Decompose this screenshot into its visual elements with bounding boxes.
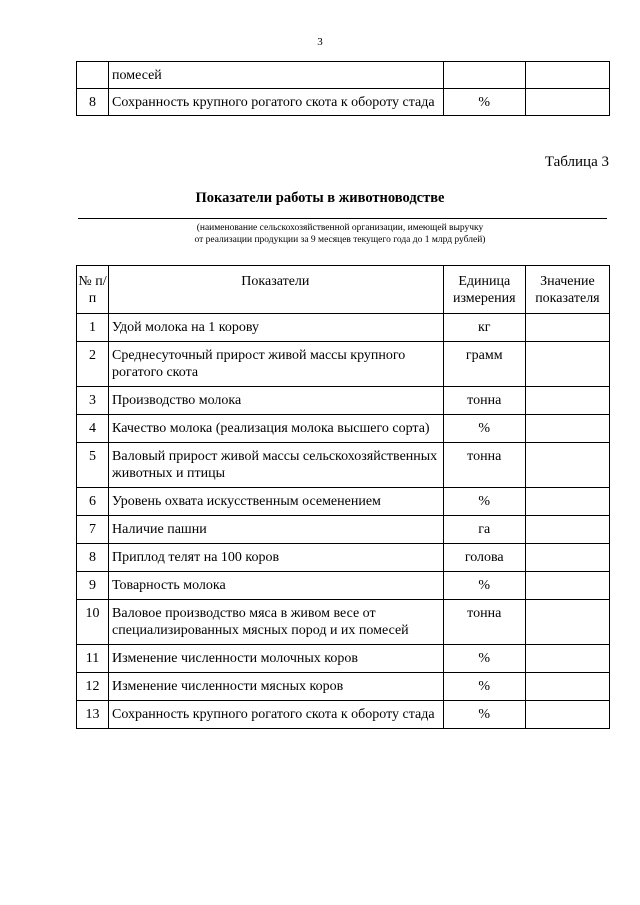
- row-number: 10: [77, 600, 109, 645]
- document-title: Показатели работы в животноводстве: [195, 190, 445, 206]
- row-value: [525, 314, 609, 342]
- row-indicator: Изменение численности молочных коров: [109, 645, 444, 673]
- page-number: 3: [317, 36, 323, 48]
- row-unit: %: [443, 645, 525, 673]
- row-number: 3: [77, 387, 109, 415]
- row-indicator: Среднесуточный прирост живой массы крупного рогатого скота: [109, 342, 444, 387]
- row-unit: га: [443, 516, 525, 544]
- row-indicator: Валовый прирост живой массы сельскохозяйственных животных и птицы: [109, 443, 444, 488]
- row-number: 8: [77, 544, 109, 572]
- row-unit: %: [443, 673, 525, 701]
- row-value: [525, 645, 609, 673]
- continuation-table: [76, 61, 610, 116]
- row-indicator: Уровень охвата искусственным осеменением: [109, 488, 444, 516]
- row-number: 5: [77, 443, 109, 488]
- row-number: 1: [77, 314, 109, 342]
- header-indicator: Показатели: [109, 266, 444, 314]
- row-value: [525, 415, 609, 443]
- table-row: [77, 673, 610, 701]
- row-number: 12: [77, 673, 109, 701]
- row-value: [525, 443, 609, 488]
- indicators-table: [76, 265, 610, 729]
- row-value: [525, 701, 609, 729]
- row-value: [525, 488, 609, 516]
- table-label: Таблица 3: [544, 154, 609, 170]
- row-unit: [443, 62, 525, 89]
- row-value: [525, 544, 609, 572]
- row-indicator: Сохранность крупного рогатого скота к обороту стада: [109, 701, 444, 729]
- table-row: [77, 314, 610, 342]
- row-number: [77, 62, 109, 89]
- row-value: [525, 89, 609, 116]
- table-row: [77, 415, 610, 443]
- row-unit: тонна: [443, 600, 525, 645]
- row-indicator: Наличие пашни: [109, 516, 444, 544]
- header-unit: Единица измерения: [443, 266, 525, 314]
- table-row: [77, 544, 610, 572]
- table-row: [77, 488, 610, 516]
- row-number: 8: [77, 89, 109, 116]
- row-indicator: Изменение численности мясных коров: [109, 673, 444, 701]
- row-value: [525, 62, 609, 89]
- table-row: [77, 572, 610, 600]
- organization-caption-line-2: от реализации продукции за 9 месяцев текущего года до 1 млрд рублей): [194, 235, 486, 245]
- table-header-row: [77, 266, 610, 314]
- row-indicator: Удой молока на 1 корову: [109, 314, 444, 342]
- row-unit: %: [443, 488, 525, 516]
- row-number: 13: [77, 701, 109, 729]
- row-number: 7: [77, 516, 109, 544]
- row-indicator: Качество молока (реализация молока высшего сорта): [109, 415, 444, 443]
- row-unit: %: [443, 89, 525, 116]
- row-number: 11: [77, 645, 109, 673]
- row-unit: %: [443, 701, 525, 729]
- table-row: [77, 443, 610, 488]
- table-row: [77, 62, 610, 89]
- table-row: [77, 645, 610, 673]
- organization-name-line: [78, 218, 607, 219]
- table-row: [77, 701, 610, 729]
- row-number: 4: [77, 415, 109, 443]
- table-row: [77, 89, 610, 116]
- row-unit: тонна: [443, 387, 525, 415]
- table-row: [77, 387, 610, 415]
- row-unit: тонна: [443, 443, 525, 488]
- table-row: [77, 342, 610, 387]
- header-number: № п/п: [77, 266, 109, 314]
- organization-caption: [0, 222, 640, 246]
- row-indicator: Валовое производство мяса в живом весе от специализированных мясных пород и их помесей: [109, 600, 444, 645]
- row-value: [525, 516, 609, 544]
- row-indicator: Товарность молока: [109, 572, 444, 600]
- row-number: 9: [77, 572, 109, 600]
- row-indicator: помесей: [109, 62, 444, 89]
- row-number: 6: [77, 488, 109, 516]
- row-indicator: Сохранность крупного рогатого скота к обороту стада: [109, 89, 444, 116]
- row-value: [525, 600, 609, 645]
- row-unit: %: [443, 415, 525, 443]
- table-row: [77, 600, 610, 645]
- row-indicator: Производство молока: [109, 387, 444, 415]
- row-value: [525, 387, 609, 415]
- row-number: 2: [77, 342, 109, 387]
- table-row: [77, 516, 610, 544]
- row-value: [525, 342, 609, 387]
- row-indicator: Приплод телят на 100 коров: [109, 544, 444, 572]
- organization-caption-line-1: (наименование сельскохозяйственной организации, имеющей выручку: [196, 223, 484, 233]
- header-value: Значение показателя: [525, 266, 609, 314]
- row-unit: %: [443, 572, 525, 600]
- row-unit: голова: [443, 544, 525, 572]
- row-unit: грамм: [443, 342, 525, 387]
- row-value: [525, 673, 609, 701]
- row-value: [525, 572, 609, 600]
- row-unit: кг: [443, 314, 525, 342]
